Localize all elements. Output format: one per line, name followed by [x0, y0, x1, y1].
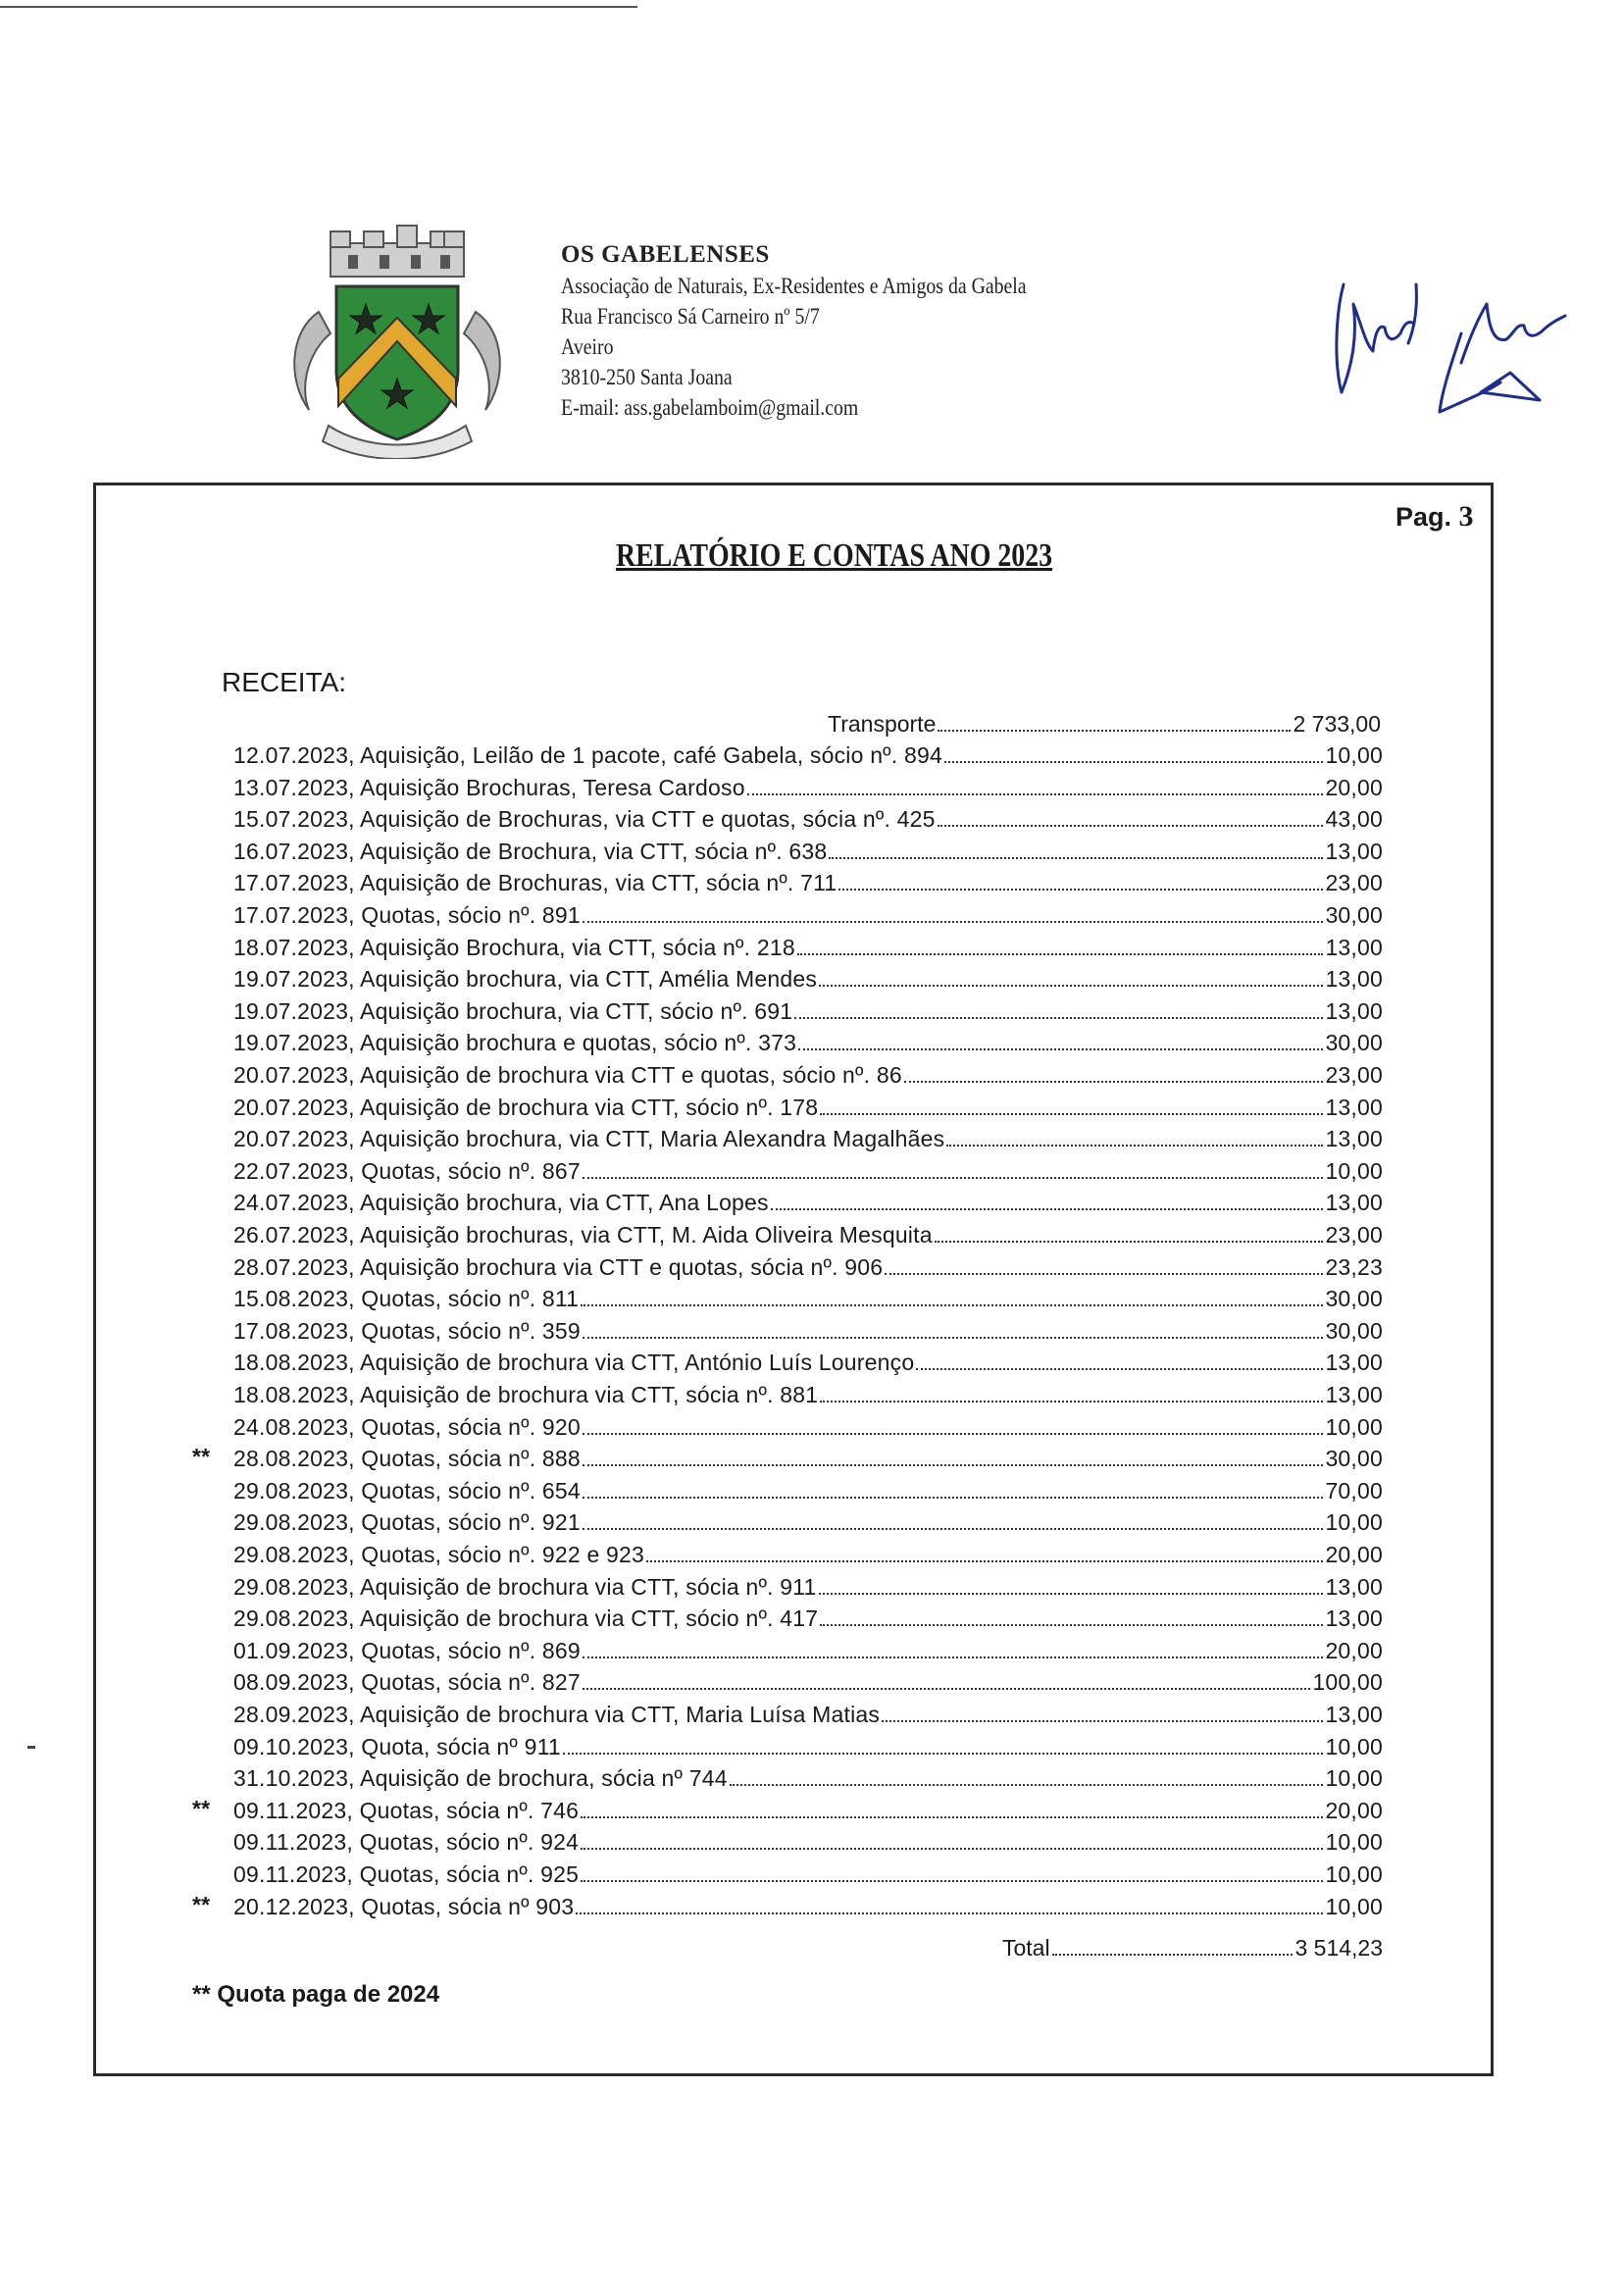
footnote: ** Quota paga de 2024 — [192, 1981, 440, 2008]
top-rule — [0, 6, 637, 8]
entry-description: 17.07.2023, Quotas, sócio nº. 891 — [233, 902, 581, 928]
entry-row — [233, 1601, 1383, 1632]
dot-leader — [583, 1528, 1324, 1530]
transport-label: Transporte — [828, 711, 937, 737]
dot-leader — [798, 1048, 1323, 1050]
dot-leader — [882, 1720, 1323, 1722]
entry-row — [233, 1857, 1383, 1888]
dot-leader — [581, 1848, 1323, 1850]
dot-leader — [944, 761, 1324, 763]
entry-amount: 43,00 — [1325, 806, 1383, 833]
entry-row — [233, 1153, 1383, 1185]
entry-amount: 13,00 — [1325, 1126, 1383, 1152]
entry-description: 29.08.2023, Aquisição de brochura via CTT, sócio nº. 417 — [233, 1606, 819, 1632]
dot-leader — [904, 1081, 1324, 1083]
document-title: RELATÓRIO E CONTAS ANO 2023 — [616, 537, 1053, 574]
dot-leader — [583, 1337, 1324, 1339]
organization-header — [561, 239, 1102, 423]
entry-description: 20.07.2023, Aquisição brochura, via CTT, Maria Alexandra Magalhães — [233, 1126, 945, 1152]
entry-description: 15.07.2023, Aquisição de Brochuras, via CTT e quotas, sócia nº. 425 — [233, 806, 936, 833]
entry-row — [192, 1793, 1383, 1824]
dot-leader — [771, 1208, 1324, 1210]
entry-description: 29.08.2023, Quotas, sócio nº. 922 e 923 — [233, 1542, 645, 1567]
dot-leader — [885, 1273, 1323, 1275]
entry-amount: 30,00 — [1325, 1317, 1383, 1344]
entry-amount: 10,00 — [1325, 1509, 1383, 1536]
dot-leader — [747, 793, 1324, 795]
dot-leader — [794, 1017, 1323, 1019]
entry-description: 09.11.2023, Quotas, sócia nº. 925 — [233, 1861, 580, 1887]
entry-description: 13.07.2023, Aquisição Brochuras, Teresa Cardoso — [233, 774, 745, 800]
entry-description: 22.07.2023, Quotas, sócio nº. 867 — [233, 1157, 581, 1184]
entry-amount: 10,00 — [1325, 1413, 1383, 1440]
entry-description: 20.07.2023, Aquisição de brochura via CTT, sócio nº. 178 — [233, 1094, 819, 1120]
entry-amount: 13,00 — [1325, 1350, 1383, 1376]
dot-leader — [581, 1816, 1323, 1818]
dot-leader — [583, 1688, 1311, 1690]
scan-mark — [27, 1746, 35, 1749]
entry-row — [233, 1697, 1383, 1728]
coat-of-arms-icon — [279, 224, 515, 459]
entry-amount: 10,00 — [1325, 742, 1383, 768]
dot-leader — [820, 1624, 1323, 1626]
entry-description: 29.08.2023, Quotas, sócio nº. 921 — [233, 1509, 581, 1536]
entry-description: 28.08.2023, Quotas, sócia nº. 888 — [233, 1446, 581, 1472]
entry-row — [233, 834, 1383, 865]
dot-leader — [938, 730, 1291, 732]
entry-row — [233, 1760, 1383, 1792]
entry-amount: 23,00 — [1325, 1062, 1383, 1088]
dot-leader — [583, 1177, 1324, 1179]
entry-row — [233, 1313, 1383, 1345]
entry-amount: 10,00 — [1325, 1893, 1383, 1919]
total-label: Total — [1002, 1935, 1050, 1961]
transport-row — [828, 706, 1381, 738]
entry-amount: 13,00 — [1325, 838, 1383, 864]
page-label: Pag. — [1396, 502, 1452, 532]
entry-row — [233, 897, 1383, 929]
entry-description: 19.07.2023, Aquisição brochura, via CTT, Amélia Mendes — [233, 966, 818, 993]
entry-description: 20.12.2023, Quotas, sócia nº 903 — [233, 1893, 575, 1919]
organization-email: E-mail: ass.gabelamboim@gmail.com — [561, 395, 859, 420]
entry-description: 01.09.2023, Quotas, sócio nº. 869 — [233, 1637, 581, 1663]
entry-amount: 30,00 — [1325, 902, 1383, 928]
dot-leader — [583, 1497, 1324, 1499]
entry-row — [233, 1569, 1383, 1601]
dot-leader — [563, 1753, 1324, 1755]
entry-amount: 30,00 — [1325, 1446, 1383, 1472]
entry-description: 15.08.2023, Quotas, sócio nº. 811 — [233, 1286, 580, 1312]
entry-description: 24.08.2023, Quotas, sócia nº. 920 — [233, 1413, 581, 1440]
dot-leader — [1052, 1954, 1294, 1956]
entry-description: 08.09.2023, Quotas, sócia nº. 827 — [233, 1669, 581, 1696]
dot-leader — [838, 889, 1323, 891]
entry-row — [233, 1217, 1383, 1249]
organization-city: Aveiro — [561, 334, 614, 359]
entry-description: 09.10.2023, Quota, sócia nº 911 — [233, 1733, 561, 1759]
entry-row — [233, 865, 1383, 896]
dot-leader — [819, 1593, 1324, 1595]
dot-leader — [820, 1401, 1323, 1402]
entry-amount: 23,00 — [1325, 870, 1383, 896]
dot-leader — [583, 1657, 1324, 1658]
dot-leader — [946, 1145, 1323, 1147]
total-row — [1002, 1930, 1383, 1962]
dot-leader — [583, 921, 1324, 923]
entry-row — [192, 1441, 1383, 1472]
entry-description: 29.08.2023, Quotas, sócio nº. 654 — [233, 1477, 581, 1504]
dot-leader — [583, 1464, 1324, 1466]
entry-row — [233, 801, 1383, 833]
entry-amount: 13,00 — [1325, 1606, 1383, 1632]
entry-row — [233, 1121, 1383, 1152]
entry-amount: 20,00 — [1325, 1542, 1383, 1567]
entry-amount: 10,00 — [1325, 1829, 1383, 1856]
entry-description: 17.07.2023, Aquisição de Brochuras, via CTT, sócia nº. 711 — [233, 870, 837, 896]
entry-description: 09.11.2023, Quotas, sócia nº. 746 — [233, 1797, 580, 1823]
entry-row — [233, 1473, 1383, 1504]
dot-leader — [581, 1880, 1323, 1882]
entry-amount: 20,00 — [1325, 774, 1383, 800]
entry-description: 24.07.2023, Aquisição brochura, via CTT, Ana Lopes — [233, 1190, 769, 1216]
entry-description: 31.10.2023, Aquisição de brochura, sócia nº 744 — [233, 1765, 728, 1792]
entry-description: 20.07.2023, Aquisição de brochura via CTT e quotas, sócio nº. 86 — [233, 1062, 902, 1088]
entry-row — [233, 1057, 1383, 1089]
entry-amount: 13,00 — [1325, 1382, 1383, 1407]
entry-amount: 70,00 — [1325, 1477, 1383, 1504]
entry-amount: 20,00 — [1325, 1637, 1383, 1663]
dot-leader — [916, 1368, 1323, 1370]
prepaid-marker: ** — [192, 1444, 211, 1470]
total-amount: 3 514,23 — [1294, 1935, 1383, 1961]
entry-row — [233, 1377, 1383, 1408]
organization-postcode: 3810-250 Santa Joana — [561, 365, 733, 389]
entry-description: 18.08.2023, Aquisição de brochura via CTT, António Luís Lourenço — [233, 1350, 915, 1376]
entry-amount: 13,00 — [1325, 1094, 1383, 1120]
entry-row — [233, 1729, 1383, 1760]
entry-amount: 10,00 — [1325, 1861, 1383, 1887]
dot-leader — [819, 985, 1323, 987]
entry-amount: 13,00 — [1325, 1702, 1383, 1727]
entry-amount: 10,00 — [1325, 1157, 1383, 1184]
entry-description: 29.08.2023, Aquisição de brochura via CTT, sócia nº. 911 — [233, 1573, 817, 1600]
entry-description: 28.09.2023, Aquisição de brochura via CTT, Maria Luísa Matias — [233, 1702, 881, 1727]
handwritten-signature — [1314, 245, 1579, 432]
dot-leader — [797, 953, 1324, 955]
entry-description: 28.07.2023, Aquisição brochura via CTT e quotas, sócia nº. 906 — [233, 1253, 884, 1280]
entry-row — [233, 1345, 1383, 1376]
entry-amount: 20,00 — [1325, 1797, 1383, 1823]
entry-row — [233, 1409, 1383, 1441]
entry-description: 17.08.2023, Quotas, sócio nº. 359 — [233, 1317, 581, 1344]
entry-row — [233, 1281, 1383, 1312]
dot-leader — [829, 857, 1323, 859]
organization-subtitle: Associação de Naturais, Ex-Residentes e Amigos da Gabela — [561, 274, 1027, 298]
entry-description: 18.07.2023, Aquisição Brochura, via CTT, sócia nº. 218 — [233, 934, 795, 960]
entry-description: 19.07.2023, Aquisição brochura e quotas, sócio nº. 373 — [233, 1030, 797, 1056]
prepaid-marker: ** — [192, 1795, 211, 1821]
organization-name: OS GABELENSES — [561, 241, 770, 268]
entry-amount: 13,00 — [1325, 934, 1383, 960]
dot-leader — [576, 1912, 1323, 1914]
entry-amount: 10,00 — [1325, 1765, 1383, 1792]
dot-leader — [820, 1113, 1323, 1115]
dot-leader — [935, 1241, 1324, 1243]
organization-address: Rua Francisco Sá Carneiro nº 5/7 — [561, 304, 820, 329]
entry-description: 26.07.2023, Aquisição brochuras, via CTT, M. Aida Oliveira Mesquita — [233, 1222, 933, 1248]
section-heading: RECEITA: — [222, 667, 347, 697]
entry-row — [233, 930, 1383, 961]
entry-description: 12.07.2023, Aquisição, Leilão de 1 pacote, café Gabela, sócio nº. 894 — [233, 742, 942, 768]
entry-row — [192, 1889, 1383, 1920]
entry-amount: 23,00 — [1325, 1222, 1383, 1248]
entry-row — [233, 961, 1383, 993]
entry-description: 09.11.2023, Quotas, sócio nº. 924 — [233, 1829, 580, 1856]
entry-description: 19.07.2023, Aquisição brochura, via CTT, sócio nº. 691 — [233, 997, 793, 1024]
entry-row — [233, 1537, 1383, 1568]
entry-row — [233, 1025, 1383, 1056]
entry-row — [233, 1185, 1383, 1216]
entry-row — [233, 1090, 1383, 1121]
entry-row — [233, 770, 1383, 801]
entry-amount: 30,00 — [1325, 1286, 1383, 1312]
entry-row — [233, 1824, 1383, 1856]
entry-description: 16.07.2023, Aquisição de Brochura, via CTT, sócia nº. 638 — [233, 838, 828, 864]
entry-amount: 10,00 — [1325, 1733, 1383, 1759]
entry-amount: 23,23 — [1325, 1253, 1383, 1280]
entry-row — [233, 738, 1383, 769]
entry-row — [233, 994, 1383, 1025]
entry-amount: 13,00 — [1325, 966, 1383, 993]
entry-row — [233, 1504, 1383, 1536]
entry-row — [233, 1249, 1383, 1281]
entry-amount: 13,00 — [1325, 1573, 1383, 1600]
transport-amount: 2 733,00 — [1293, 711, 1381, 737]
entry-row — [233, 1664, 1383, 1696]
entry-amount: 30,00 — [1325, 1030, 1383, 1056]
page-number-value: 3 — [1458, 500, 1474, 533]
entry-amount: 100,00 — [1312, 1669, 1383, 1696]
entry-amount: 13,00 — [1325, 997, 1383, 1024]
dot-leader — [938, 825, 1324, 827]
dot-leader — [646, 1560, 1323, 1562]
dot-leader — [730, 1784, 1324, 1786]
page-number — [1396, 500, 1474, 534]
entry-row — [233, 1633, 1383, 1664]
prepaid-marker: ** — [192, 1891, 211, 1917]
dot-leader — [583, 1433, 1324, 1435]
entry-description: 18.08.2023, Aquisição de brochura via CTT, sócia nº. 881 — [233, 1382, 819, 1407]
dot-leader — [581, 1304, 1323, 1306]
entry-amount: 13,00 — [1325, 1190, 1383, 1216]
